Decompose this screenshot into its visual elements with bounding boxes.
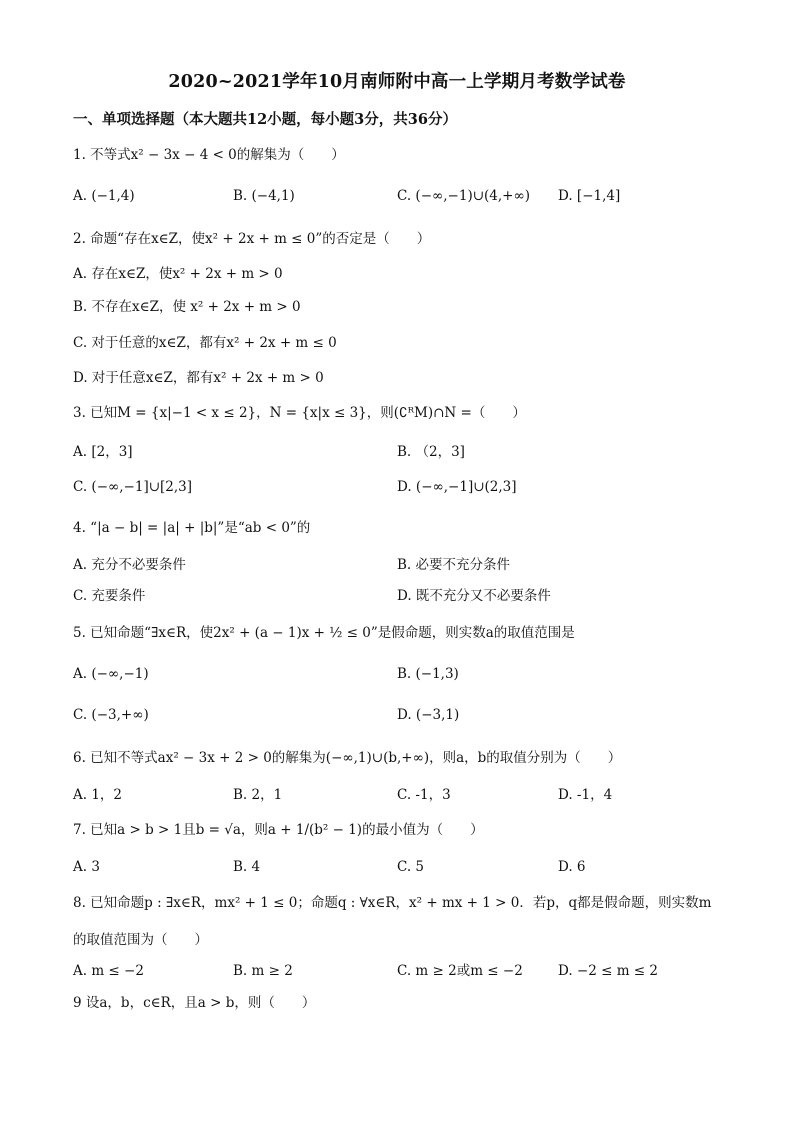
option: B. 4 [233, 859, 261, 875]
option: D. 既不充分又不必要条件 [397, 588, 551, 604]
question-stem: 4. “|a − b| = |a| + |b|”是“ab < 0”的 [73, 520, 311, 536]
option: D. −2 ≤ m ≤ 2 [558, 963, 659, 979]
option: B. 不存在x∈Z，使 x² + 2x + m > 0 [73, 299, 301, 315]
question-stem: 6. 已知不等式ax² − 3x + 2 > 0的解集为(−∞,1)∪(b,+∞)，则a，b的取值分别为（ ） [73, 750, 622, 766]
option: C. 对于任意的x∈Z，都有x² + 2x + m ≤ 0 [73, 335, 337, 351]
option: A. (−∞,−1) [73, 666, 149, 682]
question-stem: 3. 已知M = {x|−1 < x ≤ 2}，N = {x|x ≤ 3}，则(∁ᴿM)∩N =（ ） [73, 405, 526, 421]
question-stem: 1. 不等式x² − 3x − 4 < 0的解集为（ ） [73, 147, 345, 163]
question-stem: 8. 已知命题p : ∃x∈R，mx² + 1 ≤ 0；命题q : ∀x∈R，x² + mx + 1 > 0．若p，q都是假命题，则实数m [73, 895, 712, 911]
option: D. [−1,4] [558, 188, 621, 204]
option: D. (−∞,−1]∪(2,3] [397, 479, 517, 495]
option: B. 必要不充分条件 [397, 557, 511, 573]
option: C. 5 [397, 859, 425, 875]
option: A. 存在x∈Z，使x² + 2x + m > 0 [73, 266, 283, 282]
option: B. m ≥ 2 [233, 963, 293, 979]
question-stem: 7. 已知a > b > 1且b = √a，则a + 1/(b² − 1)的最小值为（ ） [73, 822, 484, 838]
option: B. （2，3] [397, 444, 465, 460]
option: A. m ≤ −2 [73, 963, 144, 979]
option: A. 3 [73, 859, 100, 875]
section-heading: 一、单项选择题（本大题共12小题，每小题3分，共36分） [73, 111, 457, 128]
option: A. 充分不必要条件 [73, 557, 186, 573]
option: C. (−3,+∞) [73, 707, 149, 723]
option: D. (−3,1) [397, 707, 460, 723]
option: C. (−∞,−1]∪[2,3] [73, 479, 193, 495]
option: B. 2，1 [233, 787, 283, 803]
option: C. 充要条件 [73, 588, 146, 604]
option: A. (−1,4) [73, 188, 135, 204]
question-stem: 2. 命题“存在x∈Z，使x² + 2x + m ≤ 0”的否定是（ ） [73, 231, 431, 247]
option: A. 1，2 [73, 787, 123, 803]
option: C. m ≥ 2或m ≤ −2 [397, 963, 523, 979]
question-stem-continued: 的取值范围为（ ） [73, 932, 208, 948]
option: C. (−∞,−1)∪(4,+∞) [397, 188, 530, 204]
option: B. (−1,3) [397, 666, 459, 682]
question-stem: 5. 已知命题“∃x∈R，使2x² + (a − 1)x + ½ ≤ 0”是假命题，则实数a的取值范围是 [73, 625, 575, 641]
option: D. 对于任意x∈Z，都有x² + 2x + m > 0 [73, 370, 324, 386]
option: D. -1，4 [558, 787, 613, 803]
question-stem: 9 设a，b，c∈R，且a > b，则（ ） [73, 995, 316, 1011]
option: D. 6 [558, 859, 586, 875]
page-title: 2020~2021学年10月南师附中高一上学期月考数学试卷 [168, 72, 626, 92]
option: C. -1，3 [397, 787, 451, 803]
option: B. (−4,1) [233, 188, 295, 204]
option: A. [2，3] [73, 444, 133, 460]
